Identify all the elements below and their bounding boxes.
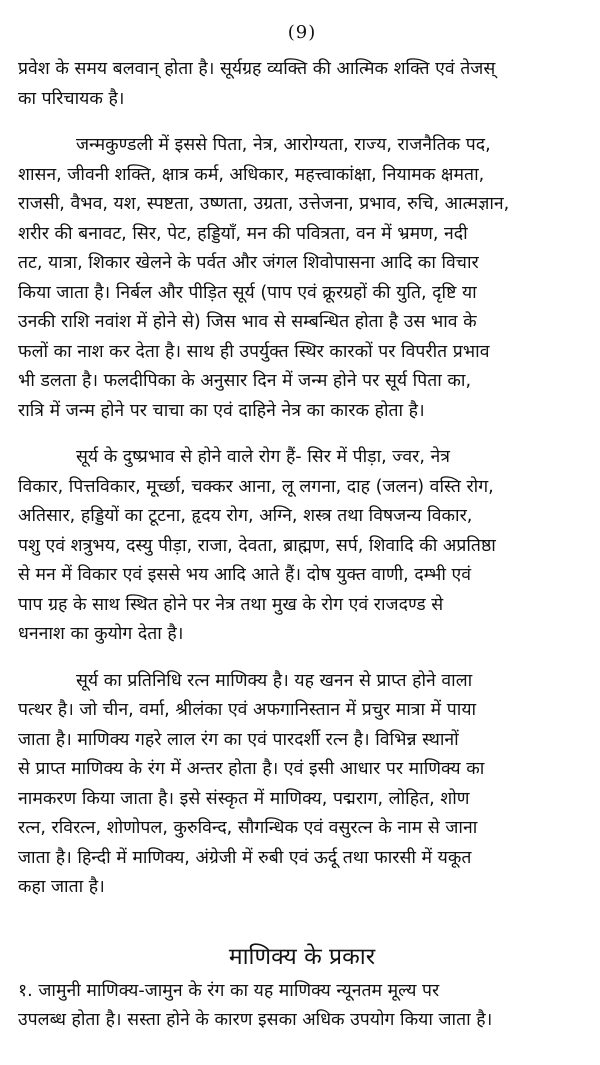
text-line: शासन, जीवनी शक्ति, क्षात्र कर्म, अधिकार, महत्त्वाकांक्षा, नियामक क्षमता, <box>18 164 485 185</box>
text-line: भी डलता है। फलदीपिका के अनुसार दिन में जन्म होने पर सूर्य पिता का, <box>18 371 472 391</box>
paragraph-kundali <box>18 131 586 426</box>
text-line: उपलब्ध होता है। सस्ता होने के कारण इसका अधिक उपयोग किया जाता है। <box>18 1010 493 1030</box>
text-line: शरीर की बनावट, सिर, पेट, हड्डियाँ, मन की पवित्रता, वन में भ्रमण, नदी <box>18 223 468 244</box>
text-line: उनकी राशि नवांश में होने से) जिस भाव से सम्बन्धित होता है उस भाव के <box>18 312 477 332</box>
text-line: जन्मकुण्डली में इससे पिता, नेत्र, आरोग्यता, राज्य, राजनैतिक पद, <box>76 135 491 155</box>
text-line: का परिचायक है। <box>18 88 125 109</box>
text-line: पशु एवं शत्रुभय, दस्यु पीड़ा, राजा, देवता, ब्राह्मण, सर्प, शिवादि की अप्रतिष्ठा <box>18 535 496 556</box>
text-line: पत्थर है। जो चीन, वर्मा, श्रीलंका एवं अफगानिस्तान में प्रचुर मात्रा में पाया <box>18 700 477 720</box>
text-line: विकार, पित्तविकार, मूर्च्छा, चक्कर आना, लू लगना, दाह (जलन) वस्ति रोग, <box>18 476 494 497</box>
text-line: धननाश का कुयोग देता है। <box>18 624 184 644</box>
paragraph-diseases <box>18 443 586 650</box>
text-line: किया जाता है। निर्बल और पीड़ित सूर्य (पाप एवं क्रूरग्रहों की युति, दृष्टि या <box>18 282 477 303</box>
text-line: रात्रि में जन्म होने पर चाचा का एवं दाहिने नेत्र का कारक होता है। <box>18 400 425 421</box>
text-line: १. जामुनी माणिक्य-जामुन के रंग का यह माणिक्य न्यूनतम मूल्य पर <box>18 980 440 1001</box>
text-line: से मन में विकार एवं इससे भय आदि आते हैं। दोष युक्त वाणी, दम्भी एवं <box>18 565 472 585</box>
paragraph-ruby <box>18 667 586 903</box>
text-line: राजसी, वैभव, यश, स्पष्टता, उष्णता, उग्रता, उत्तेजना, प्रभाव, रुचि, आत्मज्ञान, <box>18 194 510 214</box>
page-number: (9) <box>287 22 317 43</box>
text-line: कहा जाता है। <box>18 877 105 897</box>
text-line: सूर्य का प्रतिनिधि रत्न माणिक्य है। यह खनन से प्राप्त होने वाला <box>76 670 473 691</box>
text-line: अतिसार, हड्डियों का टूटना, हृदय रोग, अग्नि, शस्त्र तथा विषजन्य विकार, <box>18 506 473 526</box>
text-line: प्रवेश के समय बलवान् होता है। सूर्यग्रह व्यक्ति की आत्मिक शक्ति एवं तेजस् <box>18 59 496 79</box>
text-line: नामकरण किया जाता है। इसे संस्कृत में माणिक्य, पद्मराग, लोहित, शोण <box>18 788 470 809</box>
text-line: फलों का नाश कर देता है। साथ ही उपर्युक्त स्थिर कारकों पर विपरीत प्रभाव <box>18 341 490 362</box>
text-line: पाप ग्रह के साथ स्थित होने पर नेत्र तथा मुख के रोग एवं राजदण्ड से <box>18 594 444 615</box>
text-line: तट, यात्रा, शिकार खेलने के पर्वत और जंगल शिवोपासना आदि का विचार <box>18 253 479 273</box>
paragraph-types <box>18 977 586 1036</box>
section-heading: माणिक्य के प्रकार <box>228 943 376 970</box>
text-line: से प्राप्त माणिक्य के रंग में अन्तर होता है। एवं इसी आधार पर माणिक्य का <box>18 759 485 779</box>
text-line: सूर्य के दुष्प्रभाव से होने वाले रोग हैं- सिर में पीड़ा, ज्वर, नेत्र <box>76 447 451 467</box>
text-line: जाता है। माणिक्य गहरे लाल रंग का एवं पारदर्शी रत्न है। विभिन्न स्थानों <box>18 729 459 750</box>
text-line: रत्न, रविरत्न, शोणोपल, कुरुविन्द, सौगन्धिक एवं वसुरत्न के नाम से जाना <box>18 818 478 838</box>
text-line: जाता है। हिन्दी में माणिक्य, अंग्रेजी में रुबी एवं ऊर्दू तथा फारसी में यकूत <box>18 847 472 868</box>
paragraph-intro <box>18 55 586 114</box>
